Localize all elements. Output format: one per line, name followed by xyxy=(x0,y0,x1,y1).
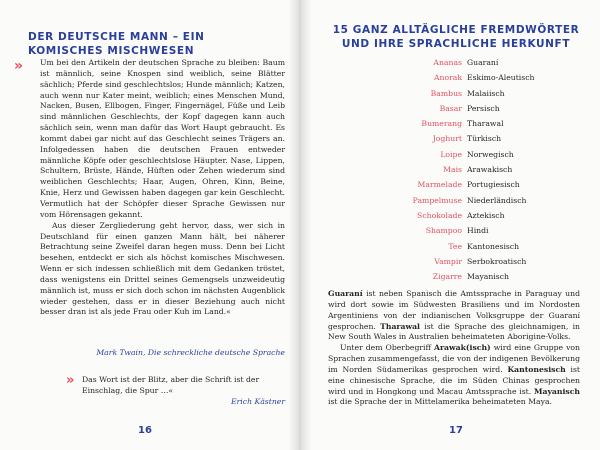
language-origin: Malaiisch xyxy=(467,88,505,98)
table-row xyxy=(372,254,534,269)
language-origin: Mayanisch xyxy=(467,272,509,282)
loanword-table xyxy=(372,55,534,284)
twain-paragraph-1: Um bei den Artikeln der deutschen Sprache zu bleiben: Baum ist männlich, seine Knospen sind weiblich, seine Blätter sächlich; Pferde sind geschlechtslos; Hunde männlich; Katzen, auch wenn nur Kater meint, weiblich; eines Menschen Mund, Nacken, Busen, Ellbogen, Finger, Fingernägel, Füße und Leib sind männlichen Geschlechts, der Kopf dagegen kann auch sächlich sein, wenn man dafür das Wort Haupt gebraucht. Es kommt dabei gar nicht auf das Geschlecht seines Trägers an. Infolgedessen haben die deutschen Frauen entweder männliche Köpfe oder geschlechtslose Häupter. Nase, Lippen, Schultern, Brüste, Hände, Hüften oder Zehen wiederum sind weiblichen Geschlechts; Haar, Augen, Ohren, Kinn, Beine, Knie, Herz und Gewissen haben dagegen gar kein Geschlecht. Vermutlich hat der Schöpfer dieser Sprache Gewissen nur vom Hörensagen gekannt. xyxy=(40,58,285,219)
kaestner-quote: Das Wort ist der Blitz, aber die Schrift ist der Einschlag, die Spur …« xyxy=(82,375,260,395)
loanword: Joghurt xyxy=(432,134,462,144)
loanword: Ananas xyxy=(433,58,462,67)
table-row xyxy=(372,208,534,223)
table-row xyxy=(372,239,534,254)
language-origin: Türkisch xyxy=(467,134,502,144)
loanword: Mais xyxy=(443,165,462,175)
language-origin: Hindi xyxy=(467,226,489,236)
language-origin: Serbokroatisch xyxy=(467,256,527,266)
table-row xyxy=(372,177,534,192)
table-row xyxy=(372,162,534,177)
table-row xyxy=(372,223,534,238)
loanword: Pampelmuse xyxy=(412,195,462,205)
table-row xyxy=(372,55,534,70)
left-page-heading: DER DEUTSCHE MANN – EIN KOMISCHES MISCHWESEN xyxy=(28,31,205,57)
table-row xyxy=(372,101,534,116)
table-row xyxy=(372,116,534,131)
language-origin: Portugiesisch xyxy=(467,180,520,190)
language-origin: Tharawal xyxy=(467,119,504,129)
loanword: Vampir xyxy=(434,256,462,266)
kaestner-attribution: Erich Kästner xyxy=(231,397,285,406)
loanword: Bumerang xyxy=(421,119,462,129)
loanword: Anorak xyxy=(433,73,462,83)
right-page-heading: 15 GANZ ALLTÄGLICHE FREMDWÖRTER UND IHRE SPRACHLICHE HERKUNFT xyxy=(332,24,580,50)
language-origin: Guaraní xyxy=(467,58,499,67)
table-row xyxy=(372,193,534,208)
language-origin: Kantonesisch xyxy=(467,241,520,251)
language-origin: Norwegisch xyxy=(467,149,514,159)
language-note-paragraph-1: Guaraní ist neben Spanisch die Amtssprache in Paraguay und wird dort sowie im Südwesten Brasiliens und im Nordosten Argentiniens von der indianischen Volksgruppe der Guaraní gesprochen. Tharawal ist die Sprache des gleichnamigen, in New South Wales in Australien beheimateten Aborigine-Volks. xyxy=(328,289,580,342)
language-origin: Aztekisch xyxy=(467,210,505,220)
loanword: Loipe xyxy=(440,149,462,159)
table-row xyxy=(372,70,534,85)
twain-quote xyxy=(40,58,285,318)
quote-marker-icon: » xyxy=(14,58,21,74)
loanword: Schokolade xyxy=(417,210,462,220)
loanword: Bambus xyxy=(430,88,462,98)
table-row xyxy=(372,131,534,146)
loanword: Basar xyxy=(439,103,462,113)
book-gutter xyxy=(288,0,312,450)
loanword: Tee xyxy=(448,241,462,251)
page-number-left: 16 xyxy=(138,425,152,436)
twain-attribution: Mark Twain, Die schreckliche deutsche Sprache xyxy=(96,348,285,357)
loanword: Shampoo xyxy=(425,226,462,236)
table-row xyxy=(372,86,534,101)
loanword: Zigarre xyxy=(432,272,462,282)
language-notes xyxy=(328,289,580,408)
quote-marker-icon: » xyxy=(66,373,72,388)
language-note-paragraph-2: Unter dem Oberbegriff Arawak(isch) wird eine Gruppe von Sprachen zusammengefasst, die von der indigenen Bevölkerung im Norden Südamerikas gesprochen wird. Kantonesisch ist eine chinesische Sprache, die im Süden Chinas gesprochen wird und in Hongkong und Macau Amtssprache ist. Mayanisch ist die Sprache der in Mittelamerika beheimateten Maya. xyxy=(328,343,581,407)
language-origin: Niederländisch xyxy=(467,195,527,205)
twain-paragraph-2: Aus dieser Zergliederung geht hervor, dass, wer sich in Deutschland für einen ganzen Mann hält, bei näherer Betrachtung seine Zweifel daran hegen muss. Denn bei Licht besehen, entdeckt er sich als höchst komisches Mischwesen. Wenn er sich indessen schließlich mit dem Gedanken tröstet, dass wenigstens ein Drittel seines Gemengsels unzweideutig männlich ist, muss er sich doch schon im nächsten Augenblick wieder gestehen, dass er in dieser Beziehung auch nicht besser dran ist als jede Frau oder Kuh im Land.« xyxy=(40,220,285,317)
table-row xyxy=(372,147,534,162)
page-number-right: 17 xyxy=(449,425,463,436)
language-origin: Eskimo-Aleutisch xyxy=(467,73,535,83)
table-row xyxy=(372,269,534,284)
loanword: Marmelade xyxy=(417,180,462,190)
language-origin: Persisch xyxy=(467,103,500,113)
language-origin: Arawakisch xyxy=(467,165,513,175)
